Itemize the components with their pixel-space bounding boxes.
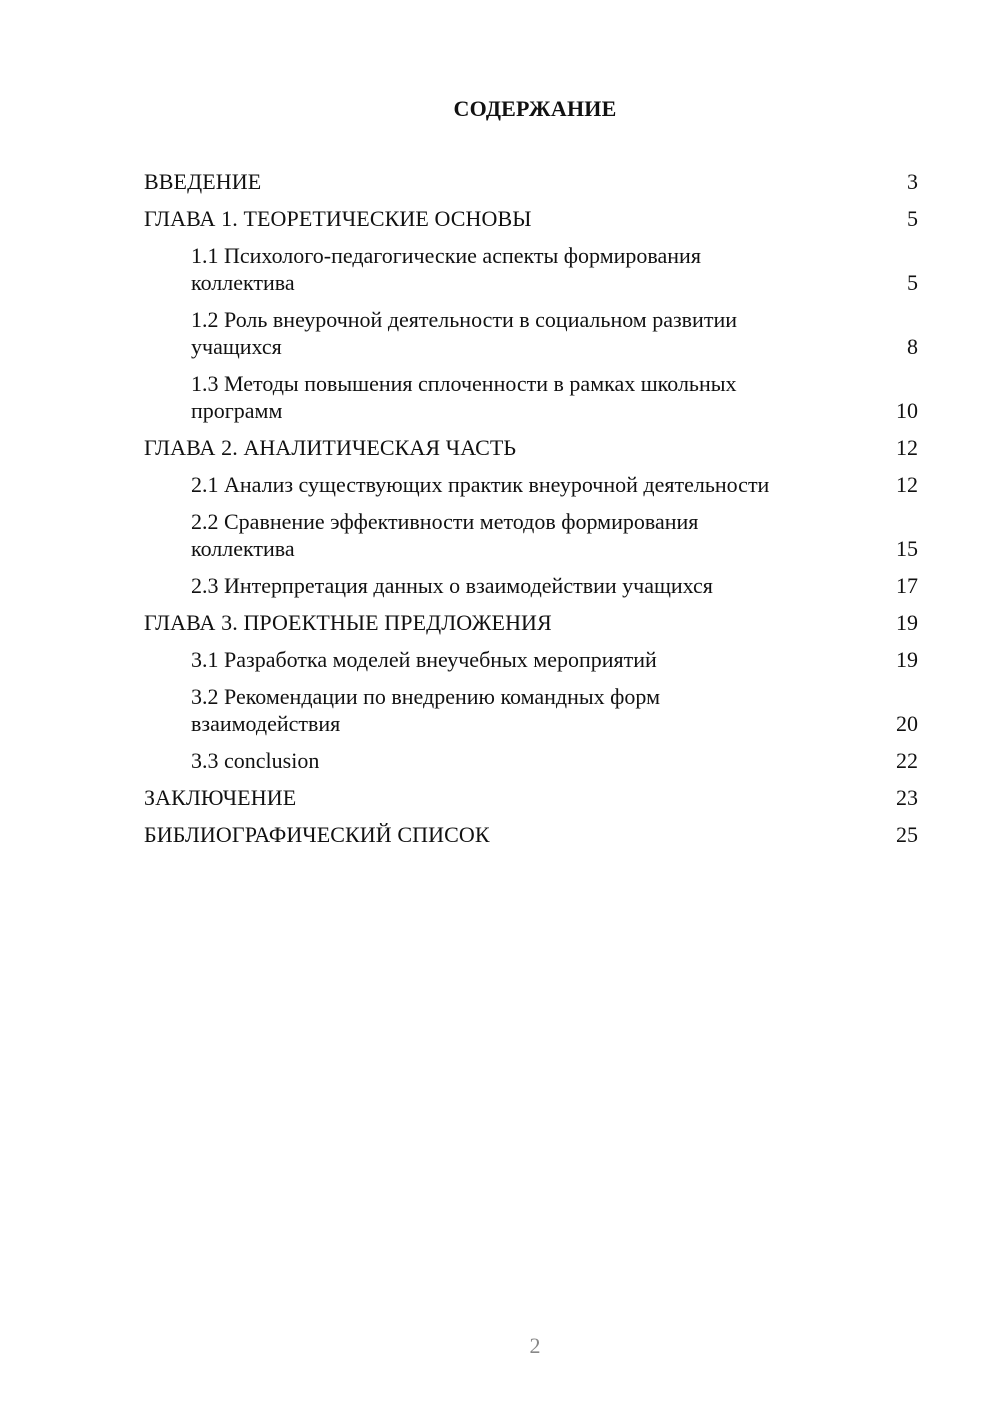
toc-entry-page: 23 (896, 785, 918, 810)
toc-subentry-label: 1.2 Роль внеурочной деятельности в социальном развитии учащихся (191, 307, 737, 359)
toc-subentry[interactable] (144, 508, 918, 562)
toc-entry[interactable] (144, 609, 918, 636)
toc-entry-page: 5 (907, 206, 918, 231)
toc-subentry[interactable] (144, 572, 918, 599)
toc-entry-page: 19 (896, 610, 918, 635)
toc-entry-page: 25 (896, 822, 918, 847)
toc-subentry-page: 20 (896, 711, 918, 736)
toc-subentry-page: 10 (896, 398, 918, 423)
toc-entry-page: 3 (907, 169, 918, 194)
toc-subentry[interactable] (144, 370, 918, 424)
toc-subentry-label: 3.1 Разработка моделей внеучебных мероприятий (191, 647, 657, 672)
toc-subentry[interactable] (144, 306, 918, 360)
toc-subentry[interactable] (144, 747, 918, 774)
toc-entry-label: ЗАКЛЮЧЕНИЕ (144, 785, 297, 810)
toc-subentry-label: 1.1 Психолого-педагогические аспекты формирования коллектива (191, 243, 701, 295)
toc-subentry-label: 2.2 Сравнение эффективности методов формирования коллектива (191, 509, 699, 561)
toc-subentry-page: 8 (907, 334, 918, 359)
toc-subentry[interactable] (144, 683, 918, 737)
toc-subentry-page: 5 (907, 270, 918, 295)
toc-entry[interactable] (144, 784, 918, 811)
page-number: 2 (529, 1333, 541, 1358)
toc-subentry-page: 17 (896, 573, 918, 598)
toc-subentry[interactable] (144, 471, 918, 498)
toc-subentry-label: 2.1 Анализ существующих практик внеурочной деятельности (191, 472, 770, 497)
table-of-contents (144, 168, 918, 858)
toc-title: СОДЕРЖАНИЕ (453, 96, 617, 121)
toc-entry-label: ГЛАВА 2. АНАЛИТИЧЕСКАЯ ЧАСТЬ (144, 435, 517, 460)
toc-subentry-label: 3.3 conclusion (191, 748, 320, 773)
toc-entry-label: БИБЛИОГРАФИЧЕСКИЙ СПИСОК (144, 822, 490, 847)
toc-entry-label: ВВЕДЕНИЕ (144, 169, 262, 194)
toc-subentry-page: 15 (896, 536, 918, 561)
toc-subentry-label: 3.2 Рекомендации по внедрению командных форм взаимодействия (191, 684, 661, 736)
toc-entry[interactable] (144, 168, 918, 195)
toc-subentry[interactable] (144, 646, 918, 673)
toc-entry[interactable] (144, 434, 918, 461)
toc-entry[interactable] (144, 821, 918, 848)
toc-subentry-label: 2.3 Интерпретация данных о взаимодействии учащихся (191, 573, 713, 598)
toc-subentry-label: 1.3 Методы повышения сплоченности в рамках школьных программ (191, 371, 737, 423)
toc-subentry-page: 19 (896, 647, 918, 672)
toc-entry-label: ГЛАВА 3. ПРОЕКТНЫЕ ПРЕДЛОЖЕНИЯ (144, 610, 552, 635)
toc-subentry-page: 12 (896, 472, 918, 497)
toc-entry-label: ГЛАВА 1. ТЕОРЕТИЧЕСКИЕ ОСНОВЫ (144, 206, 532, 231)
toc-entry-page: 12 (896, 435, 918, 460)
toc-subentry-page: 22 (896, 748, 918, 773)
toc-entry[interactable] (144, 205, 918, 232)
toc-subentry[interactable] (144, 242, 918, 296)
